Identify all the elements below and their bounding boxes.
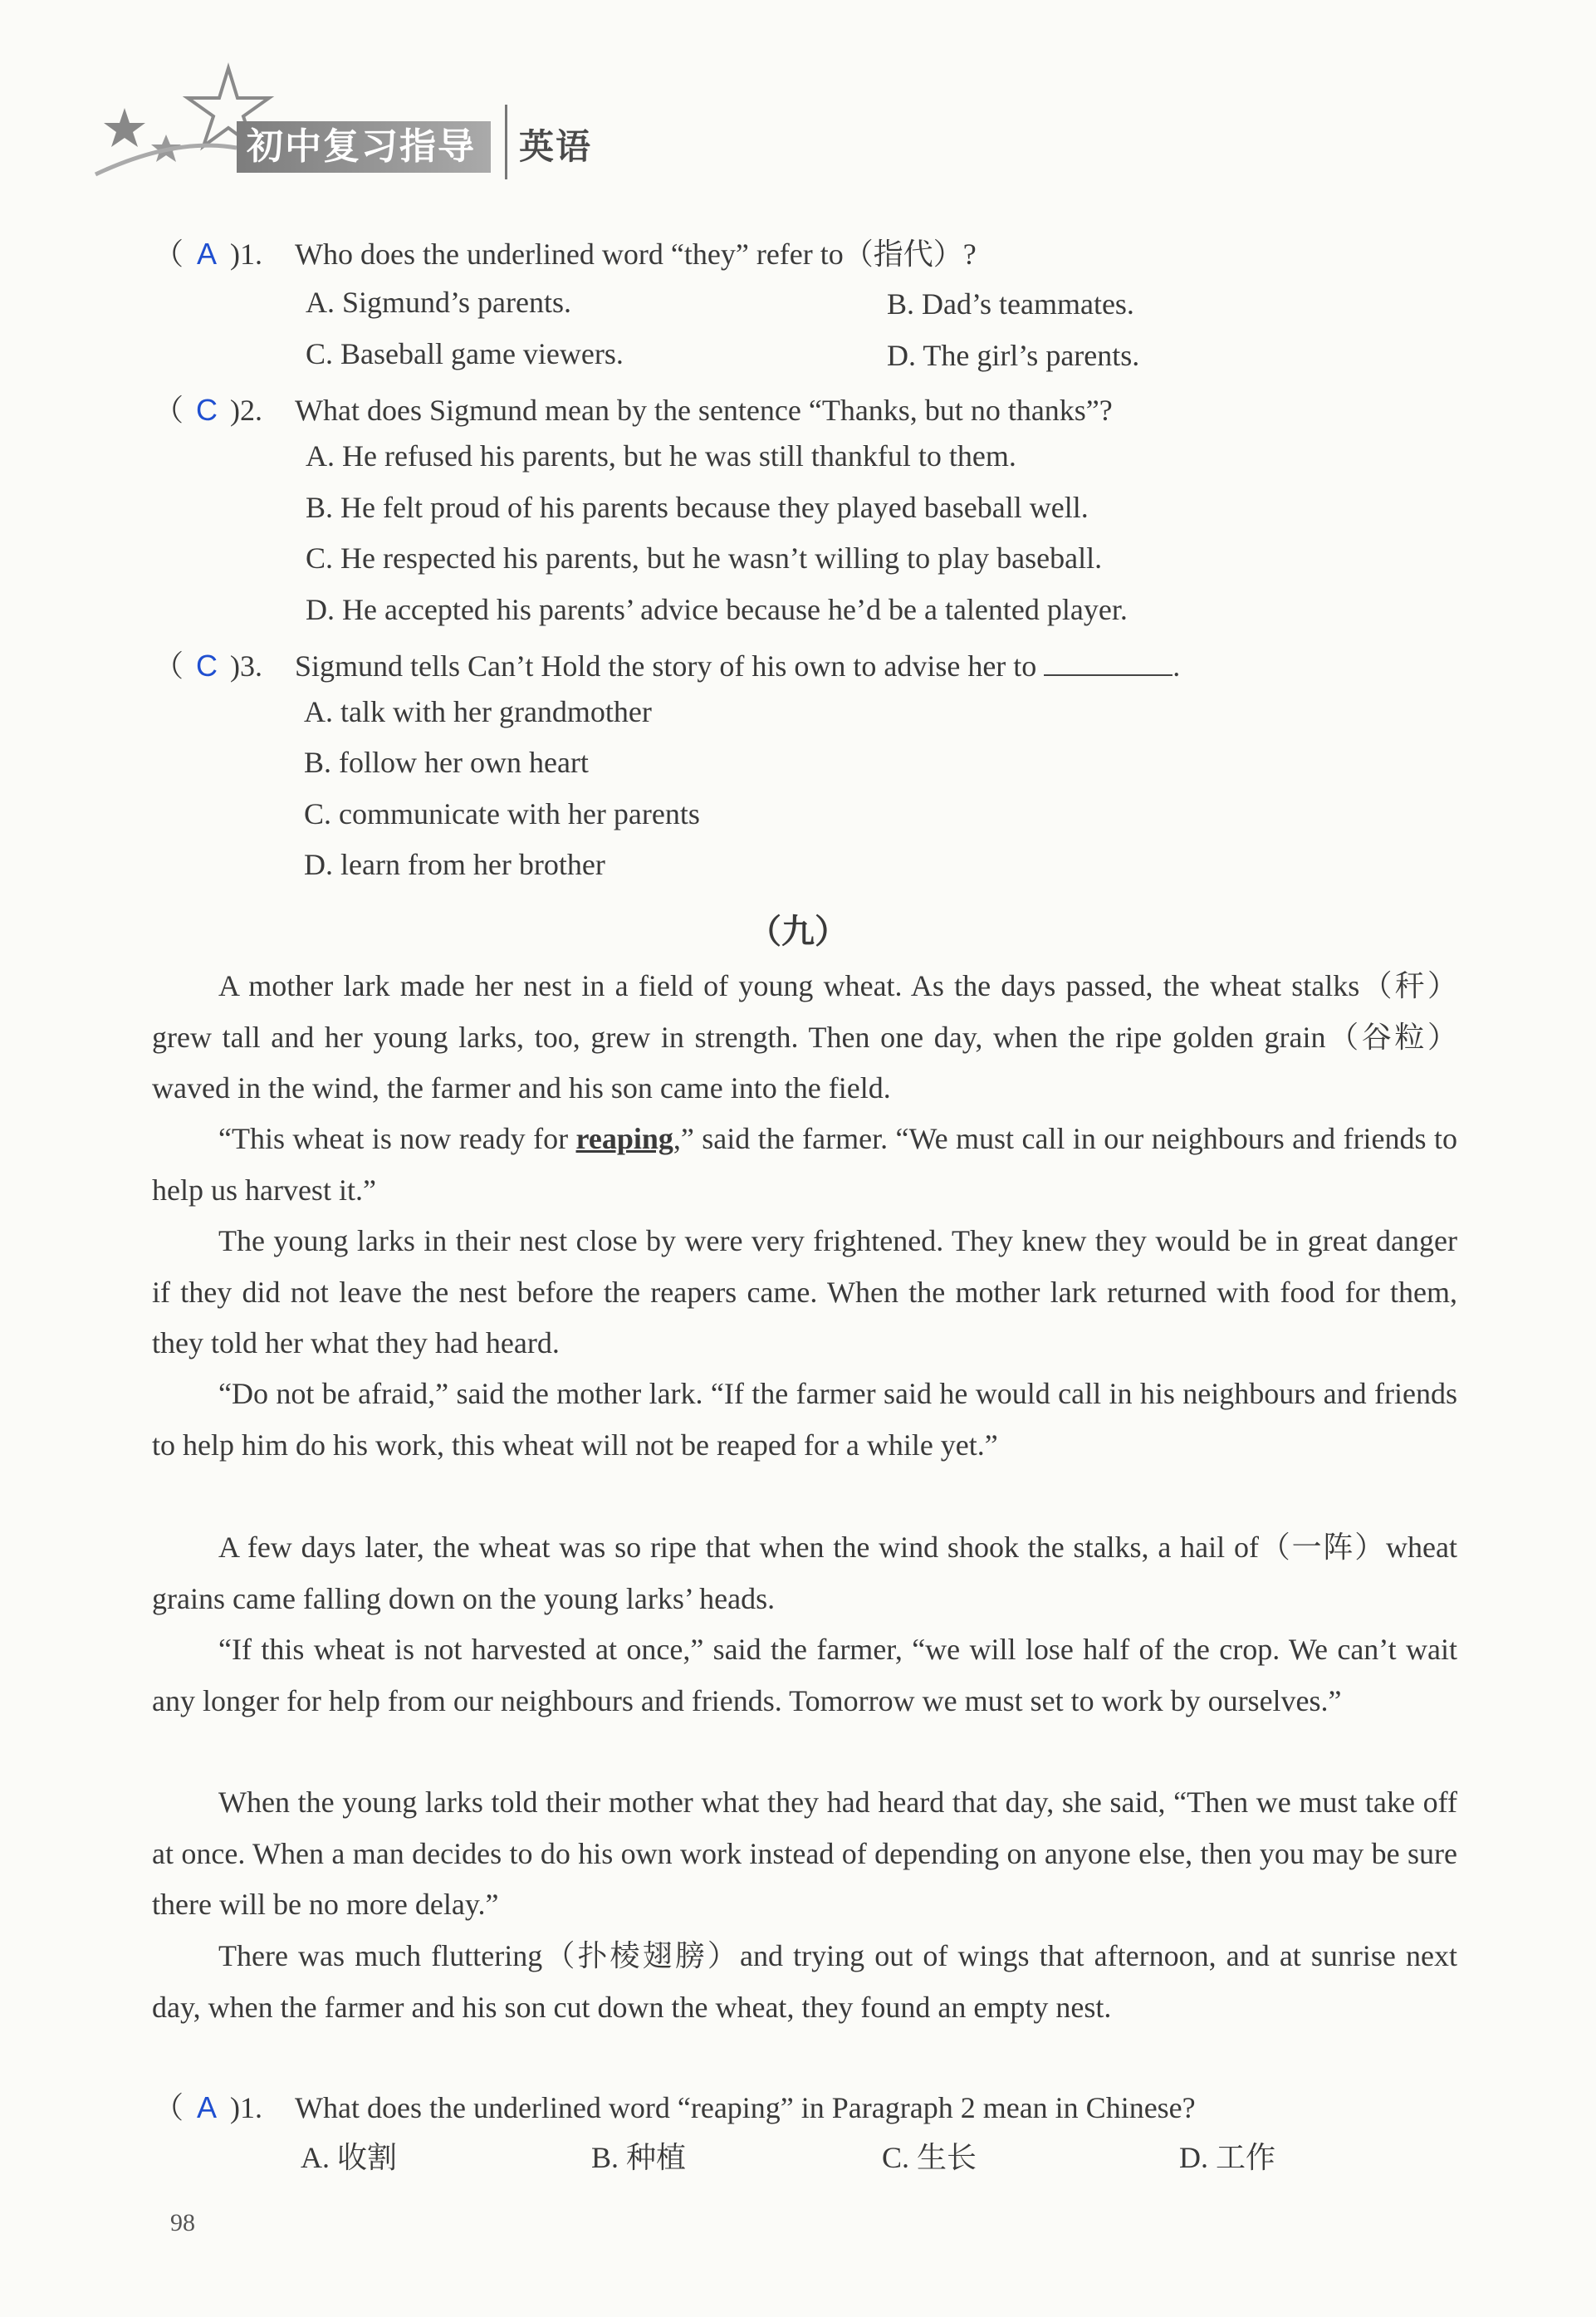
stem-period: . (1173, 649, 1181, 683)
option-d: D. 工作 (1179, 2141, 1275, 2174)
option-b: B. Dad’s teammates. (887, 287, 1134, 321)
answer-paren-open: （ (154, 649, 184, 683)
paragraph-text: “This wheat is now ready for (218, 1122, 576, 1155)
question-stem: What does the underlined word “reaping” in Paragraph 2 mean in Chinese? (295, 2091, 1196, 2124)
question-number: )1. (230, 2091, 263, 2124)
question-stem: Who does the underlined word “they” refer to（指代）? (295, 238, 977, 271)
option-a: A. 收割 (301, 2141, 397, 2174)
passage-paragraph-6 (152, 1624, 1457, 1727)
question-number: )1. (230, 238, 263, 271)
option-c: C. 生长 (882, 2141, 977, 2174)
option-c: C. He respected his parents, but he wasn’t willing to play baseball. (306, 541, 1103, 575)
option-c: C. communicate with her parents (304, 797, 700, 830)
book-title: 初中复习指导 (237, 121, 491, 173)
question-stem: What does Sigmund mean by the sentence “Thanks, but no thanks”? (295, 394, 1113, 427)
passage-paragraph-7 (152, 1777, 1457, 1931)
option-a: A. He refused his parents, but he was still thankful to them. (306, 439, 1016, 473)
passage-question-1 (154, 2084, 1196, 2127)
option-b: B. He felt proud of his parents because they played baseball well. (306, 491, 1089, 524)
option-c: C. Baseball game viewers. (306, 337, 624, 370)
answer-mark: A (197, 2090, 218, 2124)
option-b: B. 种植 (591, 2141, 687, 2174)
answer-blank (1044, 651, 1173, 676)
passage-paragraph-3 (152, 1216, 1457, 1369)
answer-paren-open: （ (154, 2091, 184, 2124)
paragraph-text: “If this wheat is not harvested at once,” said the farmer, “we will lose half of the crop. We can’t wait any longer for help from our neighbours and friends. Tomorrow we must set to work by ourselves.” (152, 1633, 1457, 1717)
answer-mark: C (196, 393, 218, 427)
option-d: D. learn from her brother (304, 848, 605, 881)
question-number: )2. (230, 394, 263, 427)
question-3 (154, 643, 1180, 685)
question-number: )3. (230, 649, 263, 683)
option-d: D. He accepted his parents’ advice because he’d be a talented player. (306, 593, 1128, 626)
paragraph-text: A mother lark made her nest in a field of young wheat. As the days passed, the wheat stalks（秆）grew tall and her young larks, too, grew in strength. Then one day, when the ripe golden grain（谷粒）waved in the wind, the farmer and his son came into the field. (152, 969, 1457, 1105)
passage-paragraph-1 (152, 961, 1457, 1114)
question-1 (154, 231, 977, 273)
question-2 (154, 387, 1113, 429)
paragraph-text: A few days later, the wheat was so ripe that when the wind shook the stalks, a hail of（一阵）wheat grains came falling down on the young larks’ heads. (152, 1531, 1457, 1615)
option-a: A. talk with her grandmother (304, 695, 652, 728)
paragraph-text: ,” said the farmer. “We must call in our neighbours and friends to help us harvest it.” (152, 1122, 1457, 1207)
passage-paragraph-4 (152, 1369, 1457, 1471)
paragraph-text: When the young larks told their mother what they had heard that day, she said, “Then we must take off at once. When a man decides to do his own work instead of depending on anyone else, then you may be sure there will be no more delay.” (152, 1786, 1457, 1921)
section-title: （九） (748, 913, 848, 951)
underlined-word-reaping: reaping (575, 1122, 673, 1155)
question-stem: Sigmund tells Can’t Hold the story of his own to advise her to (295, 649, 1037, 683)
passage-paragraph-2 (152, 1114, 1457, 1216)
paragraph-text: “Do not be afraid,” said the mother lark. “If the farmer said he would call in his neighbours and friends to help him do his work, this wheat will not be reaped for a while yet.” (152, 1377, 1457, 1462)
paragraph-text: The young larks in their nest close by were very frightened. They knew they would be in great danger if they did not leave the nest before the reapers came. When the mother lark returned with food for them, they told her what they had heard. (152, 1224, 1457, 1359)
paragraph-text: There was much fluttering（扑棱翅膀）and trying out of wings that afternoon, and at sunrise next day, when the farmer and his son cut down the wheat, they found an empty nest. (152, 1939, 1457, 2024)
option-d: D. The girl’s parents. (887, 339, 1140, 372)
answer-mark: A (197, 237, 218, 271)
book-header (91, 58, 673, 183)
header-divider (505, 105, 507, 179)
answer-mark: C (196, 649, 218, 683)
passage-paragraph-5 (152, 1522, 1457, 1624)
page-number: 98 (170, 2209, 195, 2236)
answer-paren-open: （ (154, 394, 184, 427)
subject-label: 英语 (519, 126, 593, 167)
answer-paren-open: （ (154, 238, 184, 271)
passage-paragraph-8 (152, 1931, 1457, 2033)
option-a: A. Sigmund’s parents. (306, 286, 571, 319)
option-b: B. follow her own heart (304, 746, 589, 779)
